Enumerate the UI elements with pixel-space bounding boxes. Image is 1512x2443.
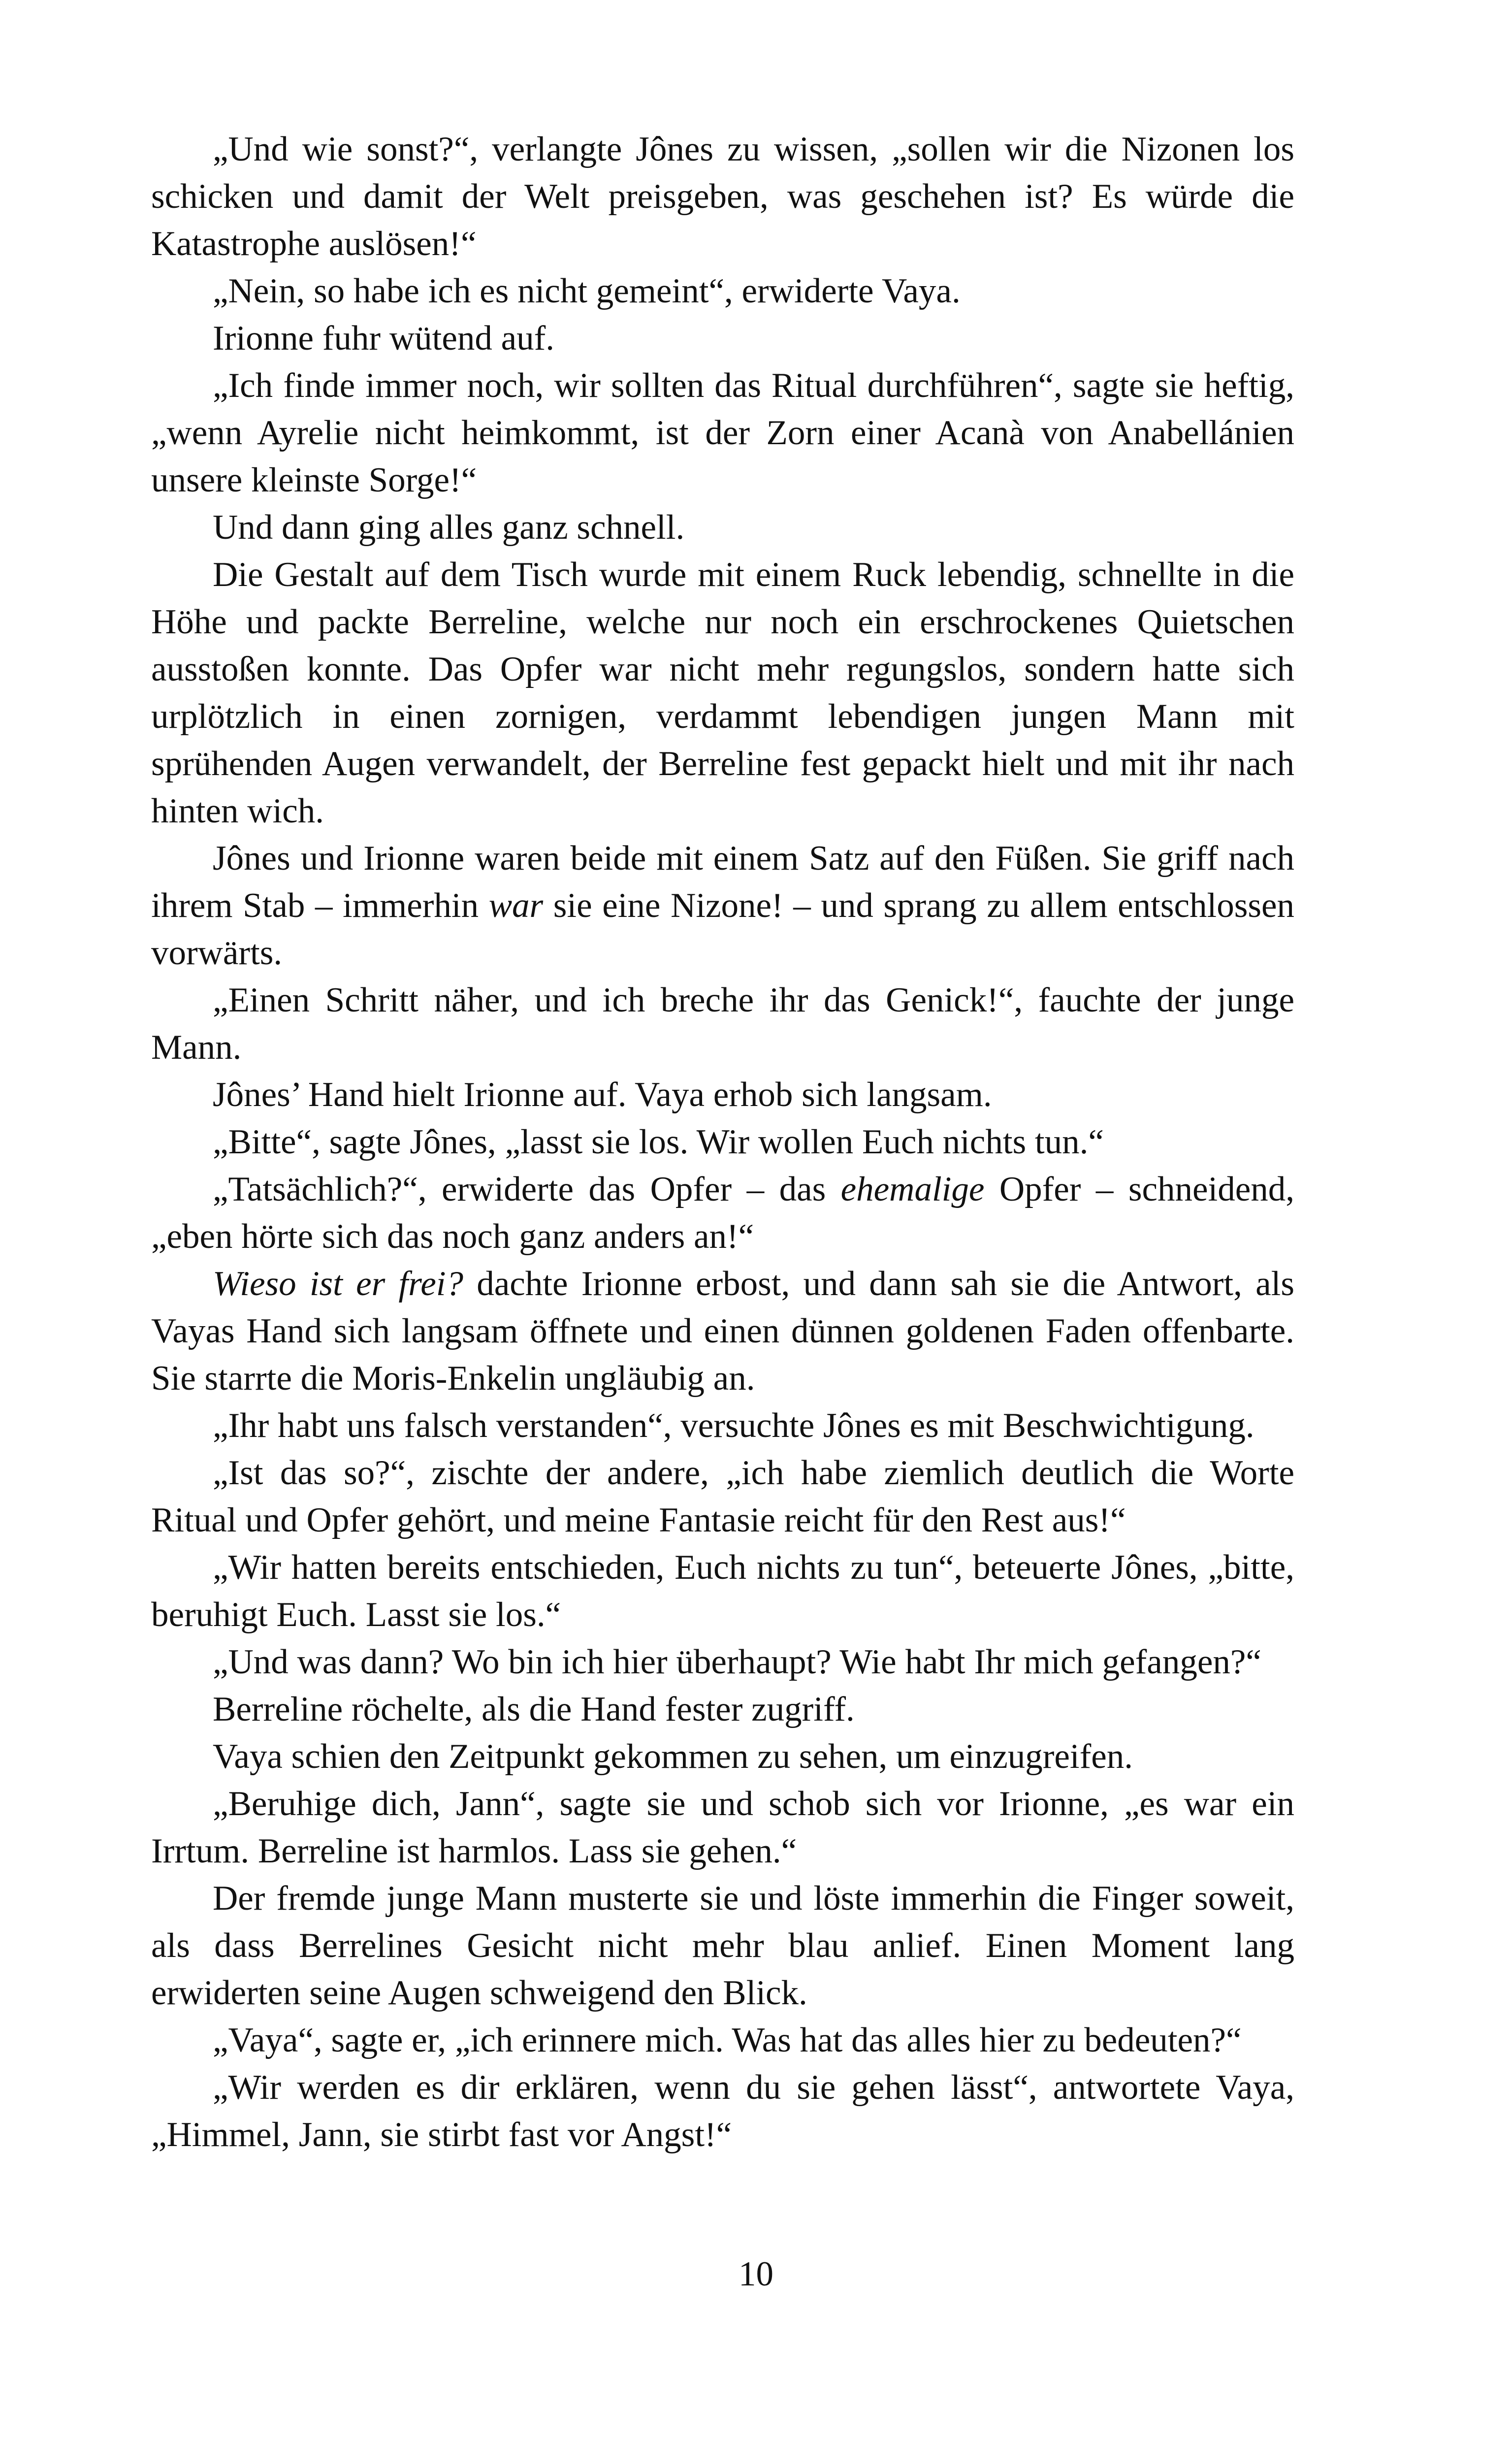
paragraph bbox=[151, 1449, 1294, 1544]
paragraph bbox=[151, 1118, 1294, 1166]
text-run: „Wir werden es dir erklären, wenn du sie gehen lässt“, antwortete Vaya, „Himmel, Jann, sie stirbt fast vor Angst!“ bbox=[151, 2068, 1294, 2154]
paragraph bbox=[151, 2017, 1294, 2064]
text-run: „Ihr habt uns falsch verstanden“, versuchte Jônes es mit Beschwichtigung. bbox=[213, 1406, 1255, 1445]
text-run: „Vaya“, sagte er, „ich erinnere mich. Was hat das alles hier zu bedeuten?“ bbox=[213, 2021, 1242, 2059]
paragraph bbox=[151, 1638, 1294, 1686]
text-run: „Tatsächlich?“, erwiderte das Opfer – das bbox=[213, 1170, 841, 1208]
paragraph bbox=[151, 362, 1294, 504]
text-run: „Ist das so?“, zischte der andere, „ich habe ziemlich deutlich die Worte Ritual und Opfer gehört, und meine Fantasie reicht für den Rest aus!“ bbox=[151, 1454, 1294, 1539]
paragraph bbox=[151, 1260, 1294, 1402]
text-run: „Nein, so habe ich es nicht gemeint“, erwiderte Vaya. bbox=[213, 272, 961, 310]
paragraph bbox=[151, 315, 1294, 362]
paragraph bbox=[151, 1402, 1294, 1449]
text-run: „Einen Schritt näher, und ich breche ihr das Genick!“, fauchte der junge Mann. bbox=[151, 981, 1294, 1067]
text-run: „Ich finde immer noch, wir sollten das Ritual durchführen“, sagte sie heftig, „wenn Ayrelie nicht heimkommt, ist der Zorn einer Acanà von Anabellánien unsere kleinste Sorge!“ bbox=[151, 366, 1294, 499]
text-run: dachte Irionne erbost, und dann sah sie die Antwort, als Vayas Hand sich langsam öffnete und einen dünnen goldenen Faden offenbarte. Sie starrte die Moris-Enkelin ungläubig an. bbox=[151, 1265, 1294, 1398]
italic-text: Wieso ist er frei? bbox=[213, 1265, 463, 1303]
paragraph bbox=[151, 977, 1294, 1071]
text-run: „Beruhige dich, Jann“, sagte sie und schob sich vor Irionne, „es war ein Irrtum. Berreline ist harmlos. Lass sie gehen.“ bbox=[151, 1785, 1294, 1870]
paragraph bbox=[151, 1071, 1294, 1118]
text-run: Opfer – schneidend, „eben hörte sich das noch ganz anders an!“ bbox=[151, 1170, 1294, 1256]
text-run: „Wir hatten bereits entschieden, Euch nichts zu tun“, beteuerte Jônes, „bitte, beruhigt Euch. Lasst sie los.“ bbox=[151, 1548, 1294, 1634]
paragraph bbox=[151, 551, 1294, 835]
text-run: Vaya schien den Zeitpunkt gekommen zu sehen, um einzugreifen. bbox=[213, 1737, 1133, 1776]
paragraph bbox=[151, 1166, 1294, 1260]
italic-text: war bbox=[488, 886, 544, 925]
page-number: 10 bbox=[739, 2255, 773, 2293]
paragraph bbox=[151, 1686, 1294, 1733]
paragraph bbox=[151, 1780, 1294, 1875]
text-run: Und dann ging alles ganz schnell. bbox=[213, 508, 685, 547]
text-run: Jônes’ Hand hielt Irionne auf. Vaya erhob sich langsam. bbox=[213, 1075, 992, 1114]
paragraph bbox=[151, 1544, 1294, 1638]
italic-text: ehemalige bbox=[840, 1170, 985, 1208]
text-run: „Und wie sonst?“, verlangte Jônes zu wissen, „sollen wir die Nizonen los schicken und damit der Welt preisgeben, was geschehen ist? Es würde die Katastrophe auslösen!“ bbox=[151, 130, 1294, 263]
paragraph bbox=[151, 267, 1294, 315]
text-run: „Und was dann? Wo bin ich hier überhaupt? Wie habt Ihr mich gefangen?“ bbox=[213, 1643, 1261, 1681]
text-run: sie eine Nizone! – und sprang zu allem entschlossen vorwärts. bbox=[151, 886, 1294, 972]
text-run: Der fremde junge Mann musterte sie und löste immerhin die Finger soweit, als dass Berrelines Gesicht nicht mehr blau anlief. Einen Moment lang erwiderten seine Augen schweigend den Blick. bbox=[151, 1879, 1294, 2012]
text-run: Die Gestalt auf dem Tisch wurde mit einem Ruck lebendig, schnellte in die Höhe und packte Berreline, welche nur noch ein erschrockenes Quietschen ausstoßen konnte. Das Opfer war nicht mehr regungslos, sondern hatte sich urplötzlich in einen zornigen, verdammt lebendigen jungen Mann mit sprühenden Augen verwandelt, der Berreline fest gepackt hielt und mit ihr nach hinten wich. bbox=[151, 555, 1294, 830]
text-run: Berreline röchelte, als die Hand fester zugriff. bbox=[213, 1690, 855, 1728]
paragraph bbox=[151, 1875, 1294, 2017]
text-run: Irionne fuhr wütend auf. bbox=[213, 319, 554, 358]
paragraph bbox=[151, 2064, 1294, 2158]
body-text bbox=[151, 126, 1294, 2158]
paragraph bbox=[151, 504, 1294, 551]
text-run: Jônes und Irionne waren beide mit einem Satz auf den Füßen. Sie griff nach ihrem Stab – immerhin bbox=[151, 839, 1294, 925]
paragraph bbox=[151, 835, 1294, 977]
paragraph bbox=[151, 126, 1294, 267]
text-run: „Bitte“, sagte Jônes, „lasst sie los. Wir wollen Euch nichts tun.“ bbox=[213, 1123, 1104, 1161]
paragraph bbox=[151, 1733, 1294, 1780]
